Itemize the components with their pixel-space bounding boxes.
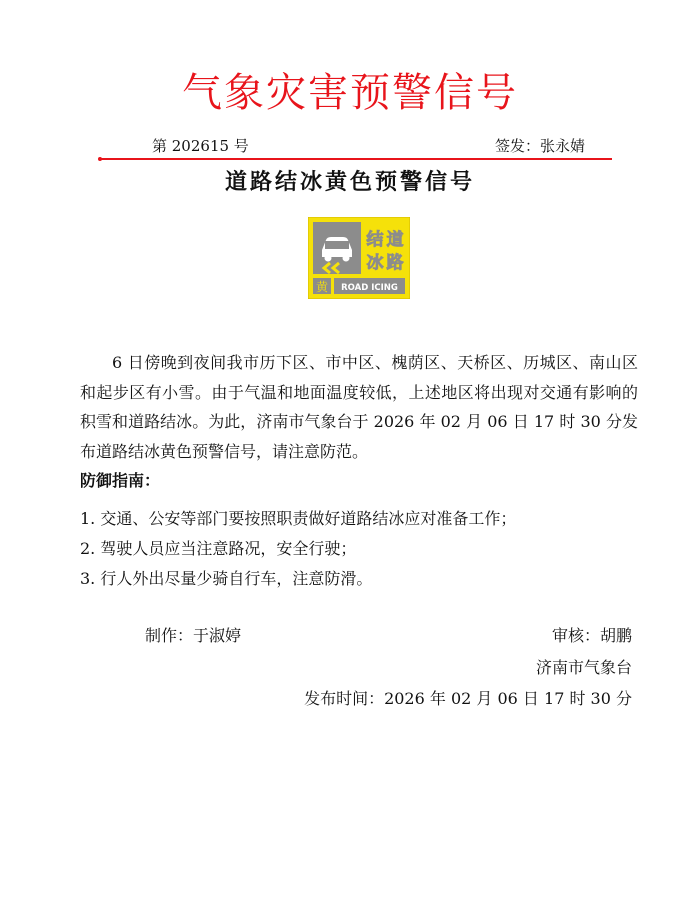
document-number: 第 202615 号	[152, 137, 249, 155]
icon-char-4: 路	[386, 253, 404, 273]
reviewer: 审核：胡鹏	[551, 626, 632, 645]
icon-level-char: 黄	[315, 280, 329, 294]
warning-subtitle: 道路结冰黄色预警信号	[224, 169, 475, 195]
warning-body-paragraph: 6 日傍晚到夜间我市历下区、市中区、槐荫区、天桥区、历城区、南山区和起步区有小雪。由于气温和地面温度较低，上述地区将出现对交通有影响的积雪和道路结冰。为此，济南市气象台于 2026 年 02 月 06 日 17 时 30 分发布道路结冰黄色预警信号，请注意防范。	[80, 353, 638, 461]
icon-en-label: ROAD ICING	[341, 283, 398, 293]
road-icing-yellow-icon	[308, 217, 410, 299]
guidance-item-1: 1. 交通、公安等部门要按照职责做好道路结冰应对准备工作；	[80, 509, 517, 528]
warning-title: 气象灾害预警信号	[182, 70, 518, 116]
guidance-item-3: 3. 行人外出尽量少骑自行车，注意防滑。	[80, 569, 373, 588]
signer: 签发：张永婧	[494, 137, 585, 155]
guidance-title: 防御指南：	[80, 471, 161, 490]
icon-char-3: 冰	[366, 253, 384, 273]
icon-char-1: 结	[366, 230, 384, 250]
icon-char-2: 道	[386, 230, 404, 250]
guidance-item-2: 2. 驾驶人员应当注意路况，安全行驶；	[80, 539, 357, 558]
issue-time: 发布时间：2026 年 02 月 06 日 17 时 30 分	[304, 689, 632, 708]
header-divider	[100, 158, 612, 160]
issuing-agency: 济南市气象台	[535, 658, 632, 677]
producer: 制作：于淑婷	[145, 626, 242, 645]
